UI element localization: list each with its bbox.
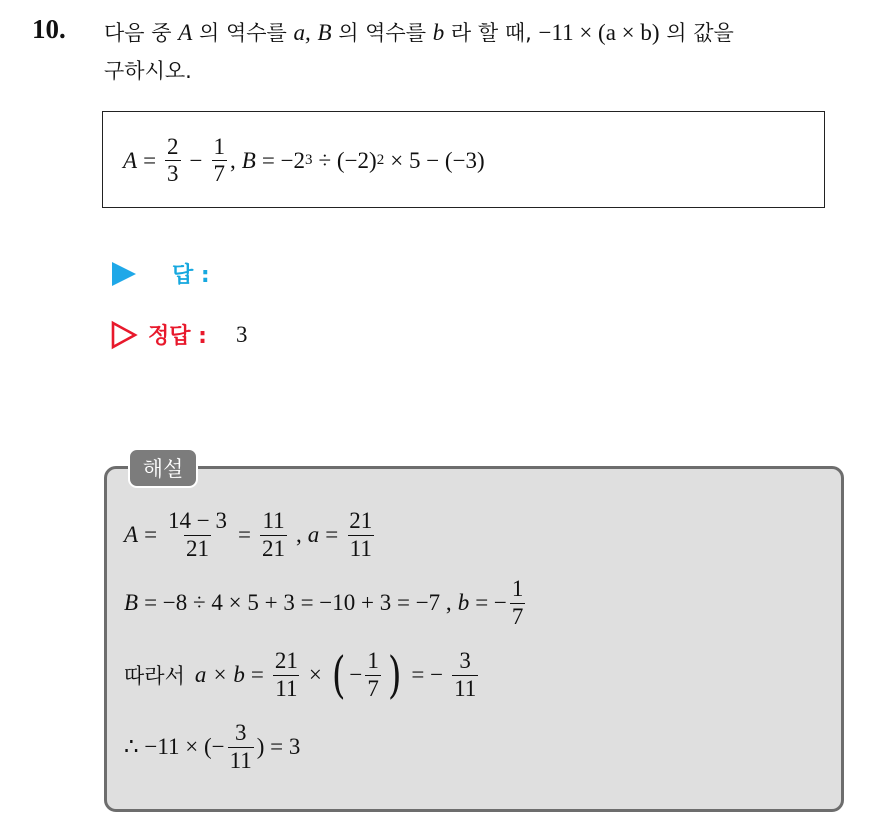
given-B: B xyxy=(241,147,256,173)
frac-den: 7 xyxy=(367,675,379,701)
q-var-b: b xyxy=(432,20,445,45)
sol-eq: = xyxy=(325,522,339,547)
given-part2: ÷ (−2) xyxy=(318,147,377,173)
given-frac-2 xyxy=(212,135,228,186)
given-eq: = xyxy=(143,147,157,173)
question-number: 10. xyxy=(32,14,66,44)
sol-sep: , xyxy=(296,522,302,547)
q-var-a: a, xyxy=(293,20,311,45)
sol-frac xyxy=(273,649,300,700)
solution-line-4 xyxy=(124,712,300,782)
sol-right-paren: ) xyxy=(387,646,402,704)
frac-num: 1 xyxy=(213,133,226,159)
given-exp1: 3 xyxy=(305,152,313,168)
q-var-A: A xyxy=(178,20,193,45)
frac-num: 14 − 3 xyxy=(168,508,228,534)
frac-den: 7 xyxy=(511,603,524,629)
sol-B: B xyxy=(124,590,139,615)
sol-ab: a × b xyxy=(194,662,245,687)
sol-a: a xyxy=(307,522,320,547)
sol-frac xyxy=(510,577,526,628)
sol-expr: = −8 ÷ 4 × 5 + 3 = −10 + 3 = −7 , xyxy=(144,590,452,615)
frac-den: 21 xyxy=(262,535,286,561)
sol-frac xyxy=(347,509,374,560)
frac-num: 2 xyxy=(167,133,179,159)
frac-num: 1 xyxy=(511,576,524,602)
sol-eq: = − xyxy=(475,590,507,615)
solution-line-1 xyxy=(124,500,377,570)
sol-frac xyxy=(452,649,478,700)
sol-times: × xyxy=(308,662,322,687)
sol-eq: = xyxy=(250,662,264,687)
q-expression: −11 × (a × b) xyxy=(538,20,660,45)
correct-answer-label: 정답 : xyxy=(148,324,207,349)
solution-tag: 해설 xyxy=(128,448,198,488)
solution-line-3 xyxy=(124,640,481,710)
sol-result: ) = 3 xyxy=(256,734,301,759)
sol-frac xyxy=(228,721,254,772)
sol-A: A xyxy=(124,522,139,547)
frac-den: 21 xyxy=(186,535,210,561)
frac-num: 3 xyxy=(234,720,247,746)
frac-num: 3 xyxy=(459,648,471,674)
given-exp2: 2 xyxy=(376,152,385,168)
frac-den: 11 xyxy=(454,675,477,701)
sol-frac xyxy=(260,509,287,560)
sol-neg: − xyxy=(349,662,363,687)
q-text-5: 의 값을 xyxy=(666,21,734,45)
q-text-2: 의 역수를 xyxy=(198,21,287,45)
q-text-3: 의 역수를 xyxy=(338,21,427,45)
given-part3: × 5 − (−3) xyxy=(390,147,485,173)
question-text xyxy=(104,14,874,90)
sol-eq: = xyxy=(144,522,158,547)
q-text-6: 구하시오. xyxy=(104,59,192,83)
q-text-4: 라 할 때, xyxy=(450,21,532,45)
sol-korean: 따라서 xyxy=(124,664,185,688)
given-part1: = −2 xyxy=(261,147,306,173)
answer-play-icon xyxy=(112,262,136,286)
q-var-B: B xyxy=(317,20,332,45)
correct-answer-triangle-icon xyxy=(110,320,138,350)
frac-num: 1 xyxy=(367,648,379,674)
solution-line-2 xyxy=(124,568,528,638)
given-A: A xyxy=(123,147,138,173)
sol-b: b xyxy=(457,590,470,615)
frac-num: 21 xyxy=(274,648,298,674)
given-comma: , xyxy=(230,147,236,173)
given-expression xyxy=(123,112,485,209)
frac-num: 11 xyxy=(262,508,285,534)
sol-frac xyxy=(365,649,381,700)
sol-frac xyxy=(166,509,229,560)
sol-eq: = xyxy=(238,522,252,547)
frac-den: 7 xyxy=(213,161,226,186)
given-frac-1 xyxy=(165,135,181,186)
frac-num: 21 xyxy=(349,508,373,534)
q-text-1: 다음 중 xyxy=(104,21,172,45)
given-box xyxy=(102,111,825,208)
frac-den: 11 xyxy=(229,747,252,773)
frac-den: 11 xyxy=(275,675,298,701)
sol-therefore: ∴ −11 × (− xyxy=(124,734,225,759)
given-minus: − xyxy=(189,147,203,173)
correct-answer-value: 3 xyxy=(236,322,248,347)
sol-eq: = − xyxy=(411,662,444,687)
frac-den: 3 xyxy=(167,161,179,186)
sol-left-paren: ( xyxy=(331,646,346,704)
frac-den: 11 xyxy=(349,535,372,561)
answer-label: 답 : xyxy=(172,263,210,288)
